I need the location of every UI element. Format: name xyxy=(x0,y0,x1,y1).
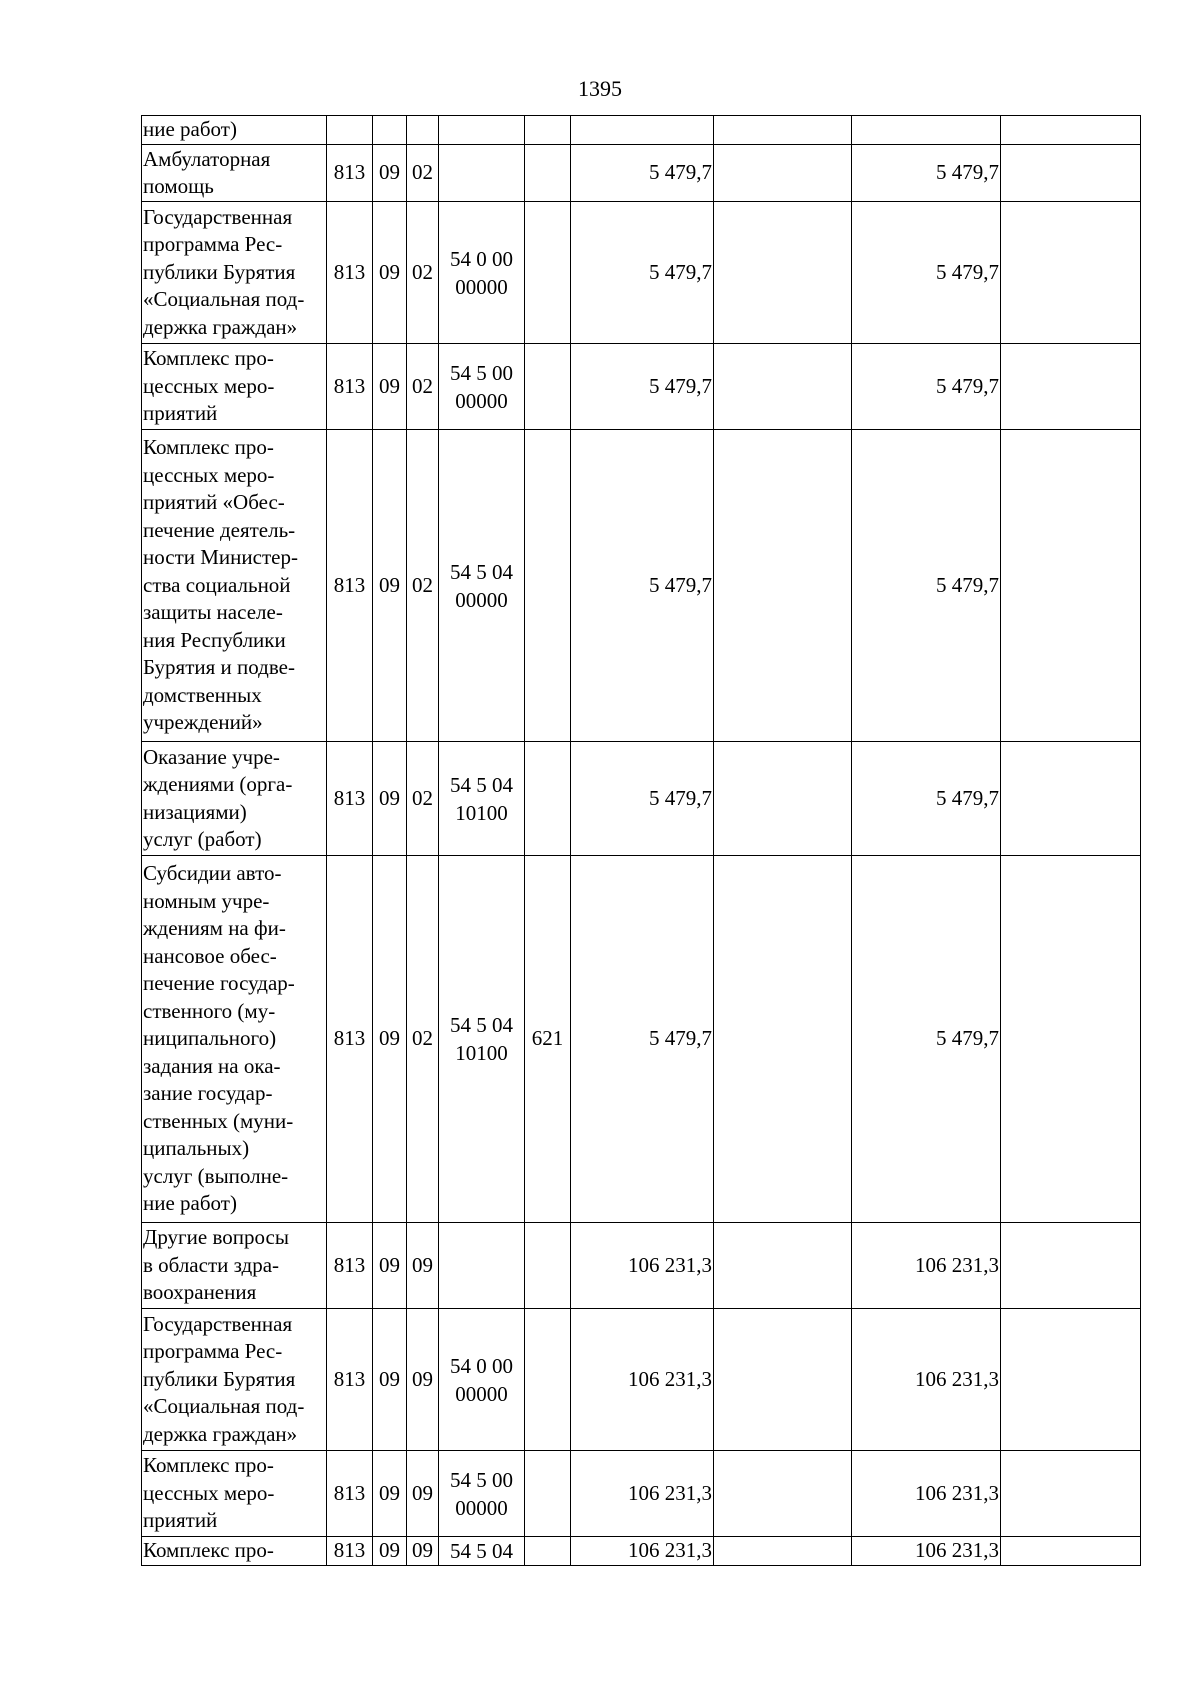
sum4-cell xyxy=(1001,1309,1141,1451)
rz-cell: 09 xyxy=(373,202,407,344)
gr-cell: 813 xyxy=(327,202,373,344)
sum1-cell xyxy=(571,116,714,145)
sum4-cell xyxy=(1001,344,1141,430)
row-name-cell xyxy=(142,1309,327,1451)
gr-cell: 813 xyxy=(327,1223,373,1309)
row-name-line: «Социальная под- xyxy=(143,287,305,312)
pr-cell: 02 xyxy=(407,742,439,856)
budget-table xyxy=(141,115,1141,1566)
row-name-cell xyxy=(142,742,327,856)
cs-cell xyxy=(439,116,525,145)
target-article-code-line: 00000 xyxy=(455,587,508,612)
vr-cell xyxy=(525,202,571,344)
sum1-cell: 5 479,7 xyxy=(571,145,714,202)
rz-cell: 09 xyxy=(373,344,407,430)
sum4-cell xyxy=(1001,145,1141,202)
vr-cell xyxy=(525,430,571,742)
sum2-cell xyxy=(714,116,852,145)
row-name-line: цессных меро- xyxy=(143,1480,275,1505)
target-article-code-line: 00000 xyxy=(455,1381,508,1406)
row-name-cell xyxy=(142,116,327,145)
vr-cell xyxy=(525,344,571,430)
row-name-line: публики Бурятия xyxy=(143,1366,296,1391)
sum2-cell xyxy=(714,1451,852,1537)
sum3-cell: 106 231,3 xyxy=(852,1309,1001,1451)
pr-cell: 09 xyxy=(407,1451,439,1537)
row-name-line: низациями) xyxy=(143,799,247,824)
target-article-code-line: 10100 xyxy=(455,1041,508,1065)
row-name-line: задания на ока- xyxy=(143,1053,281,1078)
row-name-line: Другие вопросы xyxy=(143,1225,289,1250)
rz-cell: 09 xyxy=(373,430,407,742)
table-row xyxy=(142,1451,1141,1537)
row-name-line: Государственная xyxy=(143,1311,293,1336)
row-name-line: программа Рес- xyxy=(143,232,283,257)
target-article-code-line: 00000 xyxy=(455,388,508,413)
sum4-cell xyxy=(1001,1451,1141,1537)
row-name-line: ждениями (орга- xyxy=(143,772,293,796)
sum1-cell: 106 231,3 xyxy=(571,1309,714,1451)
sum3-cell: 106 231,3 xyxy=(852,1223,1001,1309)
row-name-line: ния Республики xyxy=(143,627,286,652)
pr-cell: 02 xyxy=(407,856,439,1223)
target-article-code-line: 54 0 00 xyxy=(450,246,513,271)
row-name-line: ципальных) xyxy=(143,1136,250,1161)
pr-cell: 09 xyxy=(407,1223,439,1309)
rz-cell: 09 xyxy=(373,742,407,856)
table-row xyxy=(142,202,1141,344)
sum3-cell xyxy=(852,116,1001,145)
row-name-line: ственного (му- xyxy=(143,998,276,1023)
cs-cell xyxy=(439,1309,525,1451)
sum4-cell xyxy=(1001,430,1141,742)
sum3-cell: 5 479,7 xyxy=(852,145,1001,202)
sum1-cell: 5 479,7 xyxy=(571,856,714,1223)
row-name-line: Комплекс про- xyxy=(143,346,274,371)
target-article-code-line: 54 5 04 xyxy=(450,772,513,797)
rz-cell: 09 xyxy=(373,145,407,202)
row-name-line: защиты населе- xyxy=(143,600,283,625)
table-row xyxy=(142,742,1141,856)
row-name-line: «Социальная под- xyxy=(143,1394,305,1419)
row-name-line: нансовое обес- xyxy=(143,943,277,968)
row-name-line: ства социальной xyxy=(143,572,291,597)
sum1-cell: 106 231,3 xyxy=(571,1223,714,1309)
sum2-cell xyxy=(714,1537,852,1566)
row-name-line: услуг (работ) xyxy=(143,827,262,851)
sum1-cell: 5 479,7 xyxy=(571,202,714,344)
target-article-code-line: 00000 xyxy=(455,1495,508,1520)
row-name-line: цессных меро- xyxy=(143,373,275,398)
row-name-line: печение деятель- xyxy=(143,517,296,542)
row-name-line: ности Министер- xyxy=(143,545,298,570)
cs-cell xyxy=(439,1537,525,1566)
rz-cell: 09 xyxy=(373,856,407,1223)
sum4-cell xyxy=(1001,856,1141,1223)
gr-cell: 813 xyxy=(327,1537,373,1566)
row-name-cell xyxy=(142,856,327,1223)
sum2-cell xyxy=(714,742,852,856)
pr-cell: 02 xyxy=(407,145,439,202)
row-name-line: зание государ- xyxy=(143,1081,273,1106)
rz-cell: 09 xyxy=(373,1223,407,1309)
row-name-line: Комплекс про- xyxy=(143,1538,274,1563)
cs-cell xyxy=(439,1451,525,1537)
sum2-cell xyxy=(714,1309,852,1451)
vr-cell xyxy=(525,1223,571,1309)
row-name-cell xyxy=(142,1451,327,1537)
sum3-cell: 5 479,7 xyxy=(852,742,1001,856)
target-article-code-line: 00000 xyxy=(455,274,508,299)
rz-cell xyxy=(373,116,407,145)
row-name-line: держка граждан» xyxy=(143,314,298,339)
pr-cell: 09 xyxy=(407,1309,439,1451)
row-name-cell xyxy=(142,344,327,430)
target-article-code-line: 10100 xyxy=(455,800,508,825)
table-row xyxy=(142,116,1141,145)
row-name-line: ниципального) xyxy=(143,1026,277,1051)
pr-cell: 09 xyxy=(407,1537,439,1566)
row-name-line: приятий «Обес- xyxy=(143,490,285,515)
sum4-cell xyxy=(1001,116,1141,145)
sum1-cell: 5 479,7 xyxy=(571,430,714,742)
sum3-cell: 5 479,7 xyxy=(852,202,1001,344)
sum2-cell xyxy=(714,856,852,1223)
target-article-code-line: 54 5 04 xyxy=(450,559,513,584)
sum1-cell: 5 479,7 xyxy=(571,344,714,430)
row-name-line: ние работ) xyxy=(143,117,237,142)
table-row xyxy=(142,1537,1141,1566)
table-row xyxy=(142,1223,1141,1309)
row-name-line: воохранения xyxy=(143,1280,257,1305)
table-row xyxy=(142,1309,1141,1451)
row-name-line: номным учре- xyxy=(143,888,270,913)
sum3-cell: 5 479,7 xyxy=(852,856,1001,1223)
cs-cell xyxy=(439,1223,525,1309)
row-name-line: помощь xyxy=(143,174,214,198)
sum4-cell xyxy=(1001,742,1141,856)
row-name-line: Государственная xyxy=(143,204,293,229)
row-name-line: в области здра- xyxy=(143,1252,280,1277)
row-name-line: Комплекс про- xyxy=(143,435,274,460)
vr-cell xyxy=(525,1309,571,1451)
sum1-cell: 106 231,3 xyxy=(571,1451,714,1537)
sum2-cell xyxy=(714,1223,852,1309)
table-row xyxy=(142,344,1141,430)
page-number: 1395 xyxy=(578,76,622,101)
row-name-line: учреждений» xyxy=(143,710,263,735)
pr-cell: 02 xyxy=(407,202,439,344)
row-name-cell xyxy=(142,202,327,344)
sum1-cell: 106 231,3 xyxy=(571,1537,714,1566)
target-article-code-line: 54 5 00 xyxy=(450,1467,513,1492)
vr-cell: 621 xyxy=(525,856,571,1223)
cs-cell xyxy=(439,145,525,202)
table-row xyxy=(142,430,1141,742)
row-name-line: публики Бурятия xyxy=(143,259,296,284)
row-name-line: печение государ- xyxy=(143,971,295,996)
sum4-cell xyxy=(1001,1537,1141,1566)
sum2-cell xyxy=(714,344,852,430)
target-article-code-line: 54 5 04 xyxy=(450,1013,513,1037)
cs-cell xyxy=(439,430,525,742)
table-row xyxy=(142,145,1141,202)
row-name-line: услуг (выполне- xyxy=(143,1163,289,1188)
vr-cell xyxy=(525,1451,571,1537)
row-name-line: Бурятия и подве- xyxy=(143,655,295,680)
row-name-line: Комплекс про- xyxy=(143,1453,274,1478)
target-article-code-line: 54 5 04 xyxy=(450,1539,513,1563)
row-name-cell xyxy=(142,145,327,202)
rz-cell: 09 xyxy=(373,1537,407,1566)
cs-cell xyxy=(439,202,525,344)
sum3-cell: 5 479,7 xyxy=(852,344,1001,430)
vr-cell xyxy=(525,145,571,202)
sum2-cell xyxy=(714,145,852,202)
table-body xyxy=(142,116,1141,1566)
gr-cell: 813 xyxy=(327,742,373,856)
row-name-line: Субсидии авто- xyxy=(143,861,282,886)
pr-cell: 02 xyxy=(407,430,439,742)
gr-cell: 813 xyxy=(327,1451,373,1537)
cs-cell xyxy=(439,742,525,856)
gr-cell: 813 xyxy=(327,856,373,1223)
sum1-cell: 5 479,7 xyxy=(571,742,714,856)
target-article-code-line: 54 5 00 xyxy=(450,360,513,385)
target-article-code-line: 54 0 00 xyxy=(450,1353,513,1378)
row-name-line: приятий xyxy=(143,401,218,426)
table-row xyxy=(142,856,1141,1223)
row-name-line: Оказание учре- xyxy=(143,744,280,769)
pr-cell xyxy=(407,116,439,145)
sum3-cell: 5 479,7 xyxy=(852,430,1001,742)
vr-cell xyxy=(525,1537,571,1566)
rz-cell: 09 xyxy=(373,1451,407,1537)
row-name-cell xyxy=(142,1537,327,1566)
row-name-cell xyxy=(142,1223,327,1309)
sum4-cell xyxy=(1001,1223,1141,1309)
sum3-cell: 106 231,3 xyxy=(852,1451,1001,1537)
cs-cell xyxy=(439,856,525,1223)
row-name-line: Амбулаторная xyxy=(143,146,271,171)
gr-cell xyxy=(327,116,373,145)
vr-cell xyxy=(525,116,571,145)
gr-cell: 813 xyxy=(327,344,373,430)
sum3-cell: 106 231,3 xyxy=(852,1537,1001,1566)
gr-cell: 813 xyxy=(327,145,373,202)
row-name-line: домственных xyxy=(143,682,262,707)
row-name-line: ственных (муни- xyxy=(143,1108,294,1133)
gr-cell: 813 xyxy=(327,430,373,742)
row-name-line: ждениям на фи- xyxy=(143,916,286,941)
cs-cell xyxy=(439,344,525,430)
rz-cell: 09 xyxy=(373,1309,407,1451)
row-name-cell xyxy=(142,430,327,742)
row-name-line: держка граждан» xyxy=(143,1421,298,1446)
row-name-line: цессных меро- xyxy=(143,462,275,487)
row-name-line: ние работ) xyxy=(143,1191,237,1216)
row-name-line: программа Рес- xyxy=(143,1339,283,1364)
sum4-cell xyxy=(1001,202,1141,344)
pr-cell: 02 xyxy=(407,344,439,430)
vr-cell xyxy=(525,742,571,856)
sum2-cell xyxy=(714,430,852,742)
sum2-cell xyxy=(714,202,852,344)
row-name-line: приятий xyxy=(143,1508,218,1533)
gr-cell: 813 xyxy=(327,1309,373,1451)
